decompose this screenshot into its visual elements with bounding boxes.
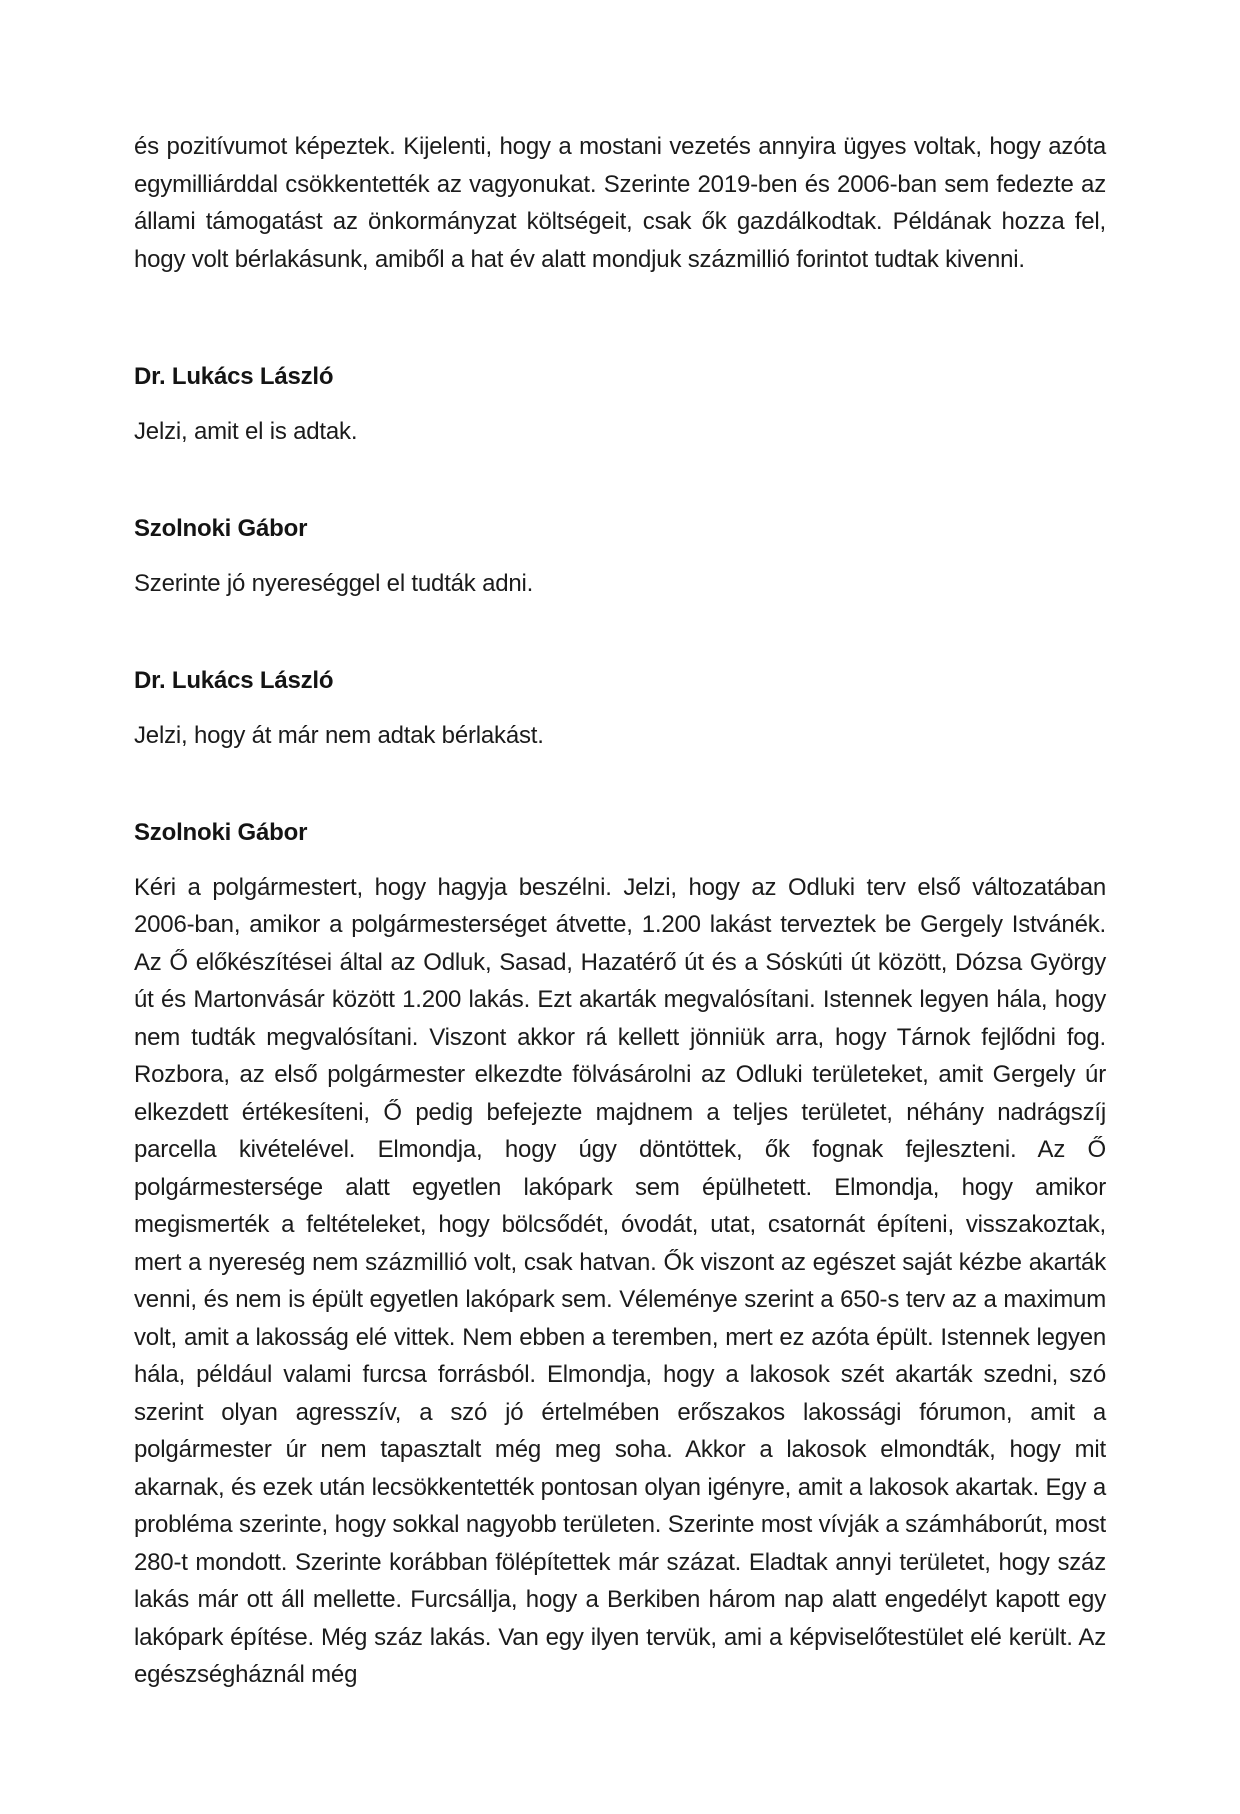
intro-paragraph: és pozitívumot képeztek. Kijelenti, hogy a mostani vezetés annyira ügyes voltak, hogy azóta egymilliárddal csökkentették az vagyonukat. Szerinte 2019-ben és 2006-ban sem fedezte az állami támogatást az önkormányzat költségeit, csak ők gazdálkodtak. Példának hozza fel, hogy volt bérlakásunk, amiből a hat év alatt mondjuk százmillió forintot tudtak kivenni. (134, 133, 1106, 273)
speaker-name: Dr. Lukács László (134, 667, 334, 694)
speech-paragraph: Jelzi, hogy át már nem adtak bérlakást. (134, 721, 544, 749)
speaker-name: Szolnoki Gábor (134, 515, 308, 542)
speech-paragraph: Jelzi, amit el is adtak. (134, 417, 358, 445)
speech-entry (134, 358, 1106, 450)
speaker-name: Szolnoki Gábor (134, 819, 308, 846)
speech-entry (134, 662, 1106, 754)
speech-entry (134, 510, 1106, 602)
speech-paragraph: Kéri a polgármestert, hogy hagyja beszélni. Jelzi, hogy az Odluki terv első változatában 2006-ban, amikor a polgármesterséget átvette, 1.200 lakást terveztek be Gergely Istvánék. Az Ő előkészítései által az Odluk, Sasad, Hazatérő út és a Sóskúti út között, Dózsa György út és Martonvásár között 1.200 lakás. Ezt akarták megvalósítani. Istennek legyen hála, hogy nem tudták megvalósítani. Viszont akkor rá kellett jönniük arra, hogy Tárnok fejlődni fog. Rozbora, az első polgármester elkezdte fölvásárolni az Odluki területeket, amit Gergely úr elkezdett értékesíteni, Ő pedig befejezte majdnem a teljes területet, néhány nadrágszíj parcella kivételével. Elmondja, hogy úgy döntöttek, ők fognak fejleszteni. Az Ő polgármestersége alatt egyetlen lakópark sem épülhetett. Elmondja, hogy amikor megismerték a feltételeket, hogy bölcsődét, óvodát, utat, csatornát építeni, visszakoztak, mert a nyereség nem százmillió volt, csak hatvan. Ők viszont az egészet saját kézbe akarták venni, és nem is épült egyetlen lakópark sem. Véleménye szerint a 650-s terv az a maximum volt, amit a lakosság elé vittek. Nem ebben a teremben, mert ez azóta épült. Istennek legyen hála, például valami furcsa forrásból. Elmondja, hogy a lakosok szét akarták szedni, szó szerint olyan agresszív, a szó jó értelmében erőszakos lakossági fórumon, amit a polgármester úr nem tapasztalt még meg soha. Akkor a lakosok elmondták, hogy mit akarnak, és ezek után lecsökkentették pontosan olyan igényre, amit a lakosok akartak. Egy a probléma szerinte, hogy sokkal nagyobb területen. Szerinte most vívják a számháborút, most 280-t mondott. Szerinte korábban fölépítettek már százat. Eladtak annyi területet, hogy száz lakás már ott áll mellette. Furcsállja, hogy a Berkiben három nap alatt engedélyt kapott egy lakópark építése. Még száz lakás. Van egy ilyen tervük, ami a képviselőtestület elé került. Az egészségháznál még (134, 873, 1106, 1688)
speaker-name: Dr. Lukács László (134, 363, 334, 390)
speech-paragraph: Szerinte jó nyereséggel el tudták adni. (134, 569, 534, 597)
speech-entry (134, 814, 1106, 1694)
